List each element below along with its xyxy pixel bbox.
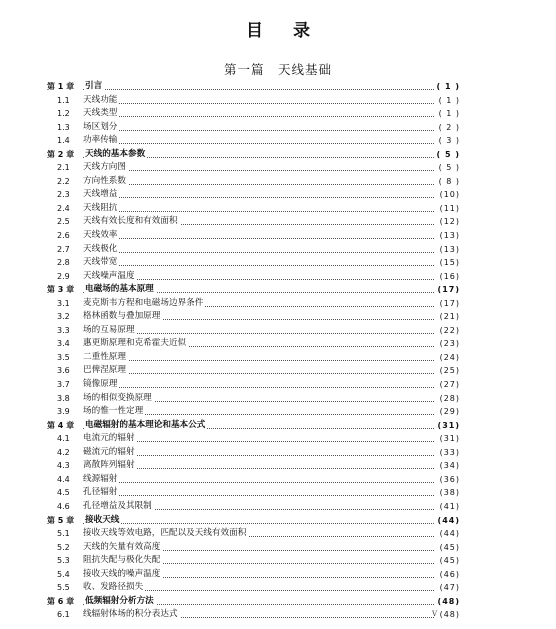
toc-title: 天线方向图 <box>83 161 128 175</box>
toc-title: 天线带宽 <box>83 256 119 270</box>
toc-title: 格林函数与叠加原理 <box>83 310 162 324</box>
toc-chapter-row <box>47 148 460 162</box>
toc-section-row <box>47 608 460 622</box>
toc-title: 场区划分 <box>83 121 119 135</box>
toc-section-row <box>47 324 460 338</box>
toc-title: 天线阻抗 <box>83 202 119 216</box>
part-title: 第一篇 天线基础 <box>223 62 332 77</box>
toc-page-number: (24) <box>440 351 460 365</box>
toc-number: 第 5 章 <box>47 515 75 525</box>
toc-section-row <box>47 161 460 175</box>
toc-page-number: (29) <box>440 405 460 419</box>
toc-number: 3.6 <box>57 366 70 376</box>
toc-title: 巴俾涅原理 <box>83 364 128 378</box>
toc-number: 2.7 <box>57 244 70 254</box>
toc-page-number: (45) <box>440 541 460 555</box>
toc-page-number: (17) <box>438 283 460 297</box>
toc-title: 功率传输 <box>83 134 119 148</box>
toc-number: 1.3 <box>57 122 70 132</box>
toc-chapter-row <box>47 595 460 609</box>
toc-section-row <box>47 541 460 555</box>
toc-page-number: ( 5 ) <box>437 148 460 162</box>
toc-page-number: (36) <box>440 473 460 487</box>
toc-title: 接收天线的噪声温度 <box>83 568 162 582</box>
dot-leader <box>83 523 434 524</box>
toc-section-row <box>47 337 460 351</box>
toc-number: 2.4 <box>57 203 70 213</box>
dot-leader <box>83 252 434 253</box>
toc-number: 6.1 <box>57 610 70 620</box>
toc-number: 4.2 <box>57 447 70 457</box>
toc-section-row <box>47 188 460 202</box>
toc-number: 5.5 <box>57 583 70 593</box>
toc-section-row <box>47 351 460 365</box>
toc-number: 第 1 章 <box>47 82 75 91</box>
toc-section-row <box>47 405 460 419</box>
toc-number: 3.1 <box>57 298 70 308</box>
toc-chapter-row <box>47 283 460 297</box>
dot-leader <box>83 238 434 239</box>
dot-leader <box>83 387 434 388</box>
dot-leader <box>83 211 434 212</box>
toc-section-row <box>47 270 460 284</box>
toc-number: 3.9 <box>57 407 70 417</box>
dot-leader <box>83 197 434 198</box>
toc-chapter-row <box>47 419 460 433</box>
toc-section-row <box>47 568 460 582</box>
toc-section-row <box>47 310 460 324</box>
toc-page-number: (11) <box>440 202 460 216</box>
toc-title: 天线极化 <box>83 243 119 257</box>
toc-page-number: ( 1 ) <box>439 107 460 121</box>
dot-leader <box>83 116 434 117</box>
toc-number: 5.4 <box>57 569 70 579</box>
toc-section-row <box>47 486 460 500</box>
dot-leader <box>83 184 434 185</box>
toc-section-row <box>47 256 460 270</box>
toc-title: 天线的矢量有效高度 <box>83 541 162 555</box>
toc-number: 第 3 章 <box>47 285 75 295</box>
toc-page-number: (33) <box>440 446 460 460</box>
toc-title: 线辐射体场的积分表达式 <box>83 608 180 622</box>
toc-number: 2.8 <box>57 258 70 268</box>
toc-title: 磁流元的辐射 <box>83 446 137 460</box>
toc-title: 阻抗失配与极化失配 <box>83 554 162 568</box>
dot-leader <box>83 360 434 361</box>
toc-section-row <box>47 229 460 243</box>
toc-section-row <box>47 554 460 568</box>
toc-title: 接收天线等效电路，匹配以及天线有效面积 <box>83 527 248 541</box>
toc-title: 孔径辐射 <box>83 486 119 500</box>
toc-page-number: (48) <box>440 608 460 622</box>
toc-page-number: (13) <box>440 243 460 257</box>
toc-section-row <box>47 175 460 189</box>
toc-page-number: (25) <box>440 364 460 378</box>
toc-number: 1.1 <box>57 95 70 105</box>
toc-number: 1.2 <box>57 109 70 119</box>
toc-number: 4.5 <box>57 488 70 498</box>
toc-title: 天线类型 <box>83 107 119 121</box>
toc-page-number: ( 8 ) <box>439 175 460 189</box>
dot-leader <box>83 482 434 483</box>
toc-title: 天线效率 <box>83 229 119 243</box>
toc-title: 接收天线 <box>85 514 121 528</box>
toc-page-number: (17) <box>440 297 460 311</box>
toc-number: 4.3 <box>57 461 70 471</box>
toc-section-row <box>47 446 460 460</box>
toc-number: 5.1 <box>57 529 70 539</box>
toc-number: 2.1 <box>57 163 70 173</box>
dot-leader <box>83 373 434 374</box>
toc-page-number: (38) <box>440 486 460 500</box>
dot-leader <box>83 265 434 266</box>
toc-title: 天线功能 <box>83 94 119 108</box>
toc-title: 方向性系数 <box>83 175 128 189</box>
toc-number: 2.6 <box>57 231 70 241</box>
toc-page-number: (28) <box>440 392 460 406</box>
toc-section-row <box>47 432 460 446</box>
toc-page-number: (48) <box>438 595 460 609</box>
toc-page-number: ( 1 ) <box>439 94 460 108</box>
toc-page-number: (10) <box>440 188 460 202</box>
dot-leader <box>83 170 434 171</box>
toc-title: 惠更斯原理和克希霍夫近似 <box>83 337 188 351</box>
page-title: 目录 <box>246 21 340 41</box>
toc-title: 麦克斯韦方程和电磁场边界条件 <box>83 297 205 311</box>
toc-number: 4.1 <box>57 434 70 444</box>
toc-section-row <box>47 378 460 392</box>
dot-leader <box>83 103 434 104</box>
toc-section-row <box>47 297 460 311</box>
toc-section-row <box>47 459 460 473</box>
toc-chapter-row <box>47 80 460 94</box>
toc-page-number: ( 3 ) <box>439 134 460 148</box>
dot-leader <box>83 495 434 496</box>
toc-title: 收、发路径损失 <box>83 581 145 595</box>
toc-page-number: (23) <box>440 337 460 351</box>
toc-title: 离散阵列辐射 <box>83 459 137 473</box>
toc-number: 3.3 <box>57 325 70 335</box>
toc-page-number: ( 1 ) <box>437 80 460 94</box>
toc-title: 引言 <box>85 80 104 94</box>
toc-section-row <box>47 473 460 487</box>
dot-leader <box>83 130 434 131</box>
toc-title: 场的相似变换原理 <box>83 392 154 406</box>
footer-mark: V <box>432 610 438 618</box>
toc-section-row <box>47 121 460 135</box>
toc-section-row <box>47 364 460 378</box>
toc-title: 线源辐射 <box>83 473 119 487</box>
toc-page-number: (45) <box>440 554 460 568</box>
toc-title: 天线增益 <box>83 188 119 202</box>
toc-number: 3.8 <box>57 393 70 403</box>
toc-title: 场的互易原理 <box>83 324 137 338</box>
toc-page-number: (41) <box>440 500 460 514</box>
toc-title: 二重性原理 <box>83 351 128 365</box>
toc-section-row <box>47 500 460 514</box>
toc-section-row <box>47 202 460 216</box>
toc-number: 5.2 <box>57 542 70 552</box>
toc-page-number: (27) <box>440 378 460 392</box>
toc-page-number: ( 2 ) <box>439 121 460 135</box>
toc-number: 第 4 章 <box>47 420 75 430</box>
toc-section-row <box>47 527 460 541</box>
toc-number: 3.7 <box>57 380 70 390</box>
toc-section-row <box>47 94 460 108</box>
toc-number: 3.2 <box>57 312 70 322</box>
toc-number: 4.4 <box>57 474 70 484</box>
toc-page-number: (31) <box>440 432 460 446</box>
dot-leader <box>83 143 434 144</box>
toc-number: 2.9 <box>57 271 70 281</box>
toc-page-number: (12) <box>440 215 460 229</box>
toc-title: 电磁场的基本原理 <box>85 283 156 297</box>
toc-number: 4.6 <box>57 501 70 511</box>
toc-page-number: (31) <box>438 419 460 433</box>
toc-title: 天线的基本参数 <box>85 148 147 162</box>
toc-number: 3.5 <box>57 352 70 362</box>
toc-title: 低频辐射分析方法 <box>85 595 156 609</box>
toc-section-row <box>47 243 460 257</box>
toc-section-row <box>47 581 460 595</box>
toc-number: 3.4 <box>57 339 70 349</box>
toc-page-number: (22) <box>440 324 460 338</box>
toc-title: 场的惟一性定理 <box>83 405 145 419</box>
toc-page-number: (13) <box>440 229 460 243</box>
toc-section-row <box>47 107 460 121</box>
toc-title: 孔径增益及其限制 <box>83 500 154 514</box>
toc-number: 2.5 <box>57 217 70 227</box>
toc-page-number: (44) <box>438 514 460 528</box>
toc-number: 2.3 <box>57 190 70 200</box>
toc-page-number: (46) <box>440 568 460 582</box>
toc-title: 天线有效长度和有效面积 <box>83 215 180 229</box>
toc-number: 第 6 章 <box>47 596 75 606</box>
toc-number: 5.3 <box>57 556 70 566</box>
toc-title: 天线噪声温度 <box>83 270 137 284</box>
toc-section-row <box>47 392 460 406</box>
toc-chapter-row <box>47 514 460 528</box>
toc-page-number: ( 5 ) <box>439 161 460 175</box>
toc-page-number: (16) <box>440 270 460 284</box>
toc-title: 电流元的辐射 <box>83 432 137 446</box>
toc-page-number: (21) <box>440 310 460 324</box>
dot-leader <box>83 89 434 90</box>
toc-number: 1.4 <box>57 136 70 146</box>
toc-page-number: (34) <box>440 459 460 473</box>
toc-section-row <box>47 134 460 148</box>
toc-page-number: (44) <box>440 527 460 541</box>
toc-number: 2.2 <box>57 176 70 186</box>
table-of-contents <box>47 80 460 622</box>
toc-title: 电磁辐射的基本理论和基本公式 <box>85 419 207 433</box>
toc-section-row <box>47 215 460 229</box>
toc-page-number: (47) <box>440 581 460 595</box>
toc-page-number: (15) <box>440 256 460 270</box>
toc-title: 镜像原理 <box>83 378 119 392</box>
toc-number: 第 2 章 <box>47 149 75 159</box>
